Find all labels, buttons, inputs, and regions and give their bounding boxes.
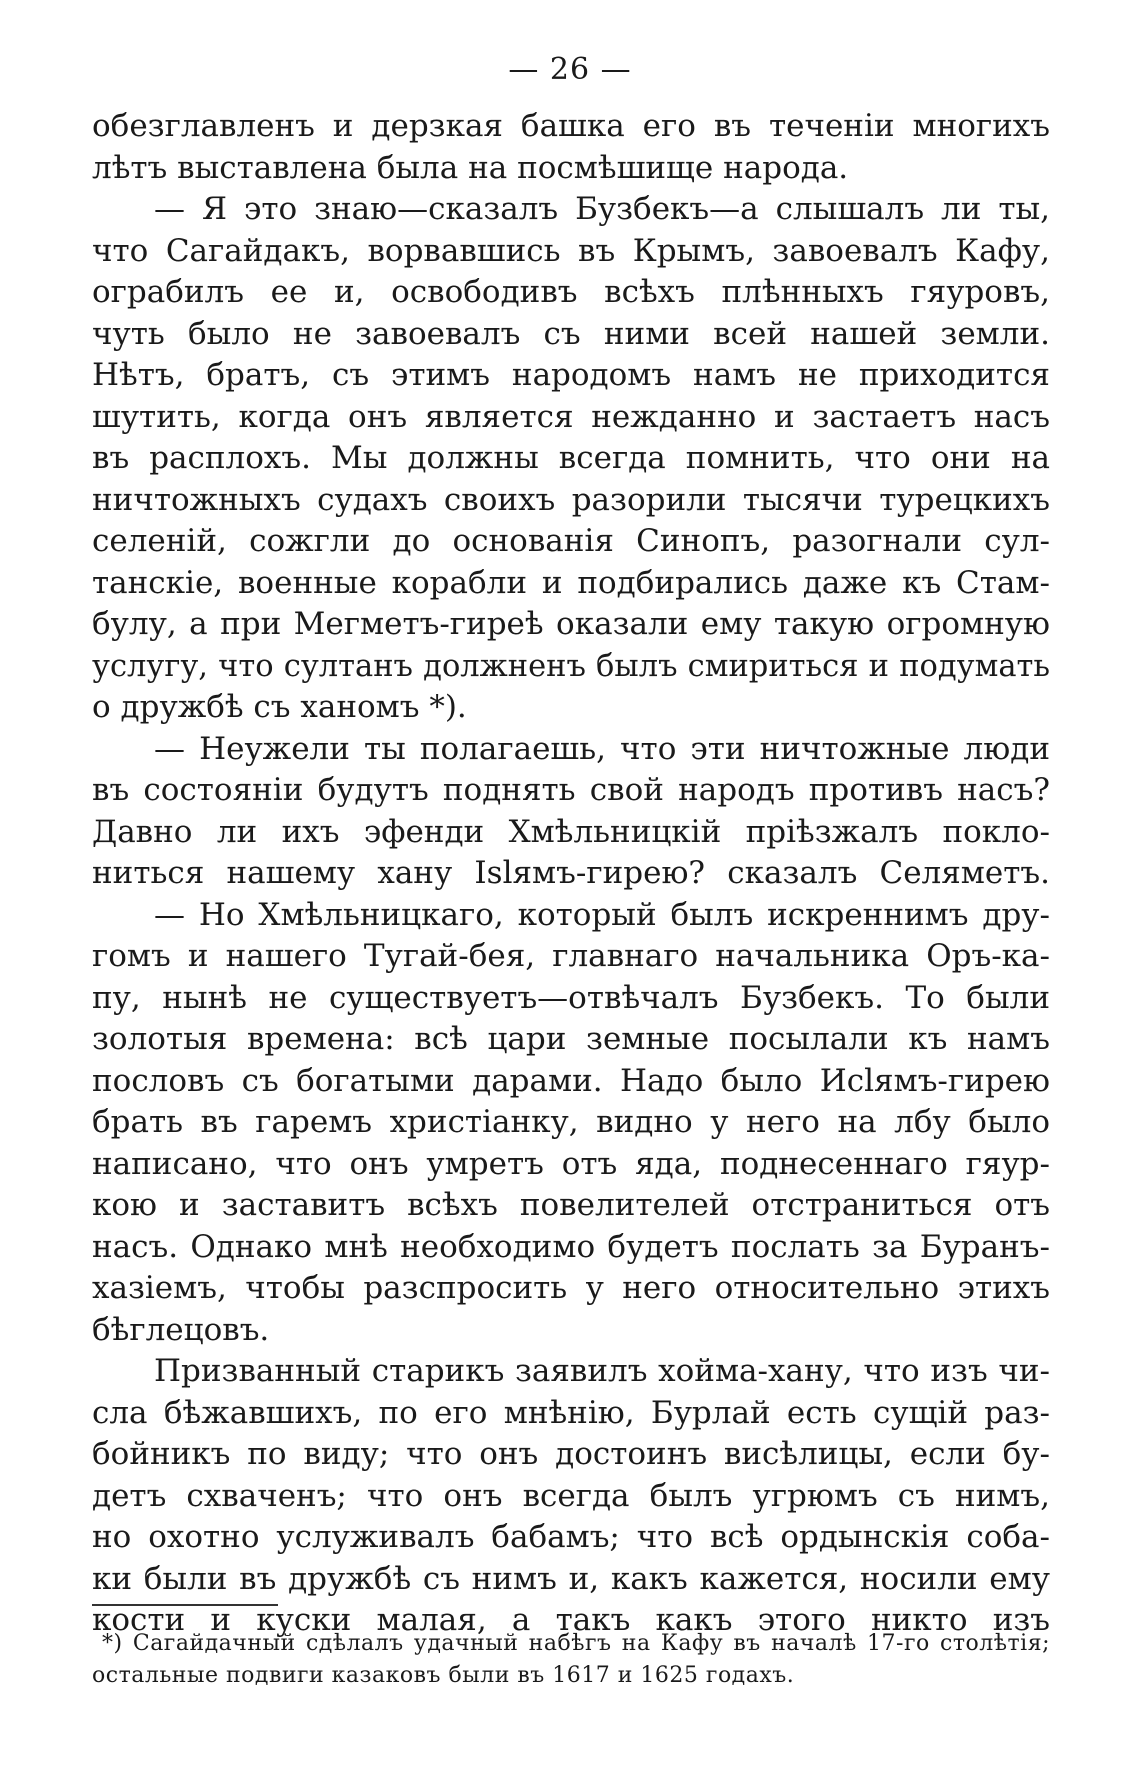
text-line: въ расплохъ. Мы должны всегда помнить, что они на: [92, 440, 1050, 476]
text-line: хазіемъ, чтобы разспросить у него относительно этихъ: [92, 1270, 1050, 1306]
footnote-line: остальные подвиги казаковъ были въ 1617 и 1625 годахъ.: [92, 1663, 795, 1688]
text-line: селеній, сожгли до основанія Синопъ, разогнали сул-: [92, 523, 1050, 559]
text-line: Призванный старикъ заявилъ хойма-хану, что изъ чи-: [154, 1353, 1050, 1389]
text-line: написано, что онъ умретъ отъ яда, поднесеннаго гяур-: [92, 1145, 1050, 1182]
text-line: что Сагайдакъ, ворвавшись въ Крымъ, завоевалъ Кафу,: [92, 232, 1050, 269]
text-line: лѣтъ выставлена была на посмѣшище народа.: [92, 149, 849, 186]
text-line: сла бѣжавшихъ, по его мнѣнію, Бурлай есть сущій раз-: [92, 1394, 1050, 1431]
text-line: ограбилъ ее и, освободивъ всѣхъ плѣнныхъ гяуровъ,: [92, 274, 1050, 310]
text-line: въ состояніи будутъ поднять свой народъ противъ насъ?: [92, 772, 1050, 808]
text-line: обезглавленъ и дерзкая башка его въ теченіи многихъ: [92, 108, 1050, 144]
text-line: услугу, что султанъ должненъ былъ смириться и подумать: [92, 648, 1050, 684]
text-line: пословъ съ богатыми дарами. Надо было Исlямъ-гирею: [92, 1062, 1050, 1099]
text-line: пу, нынѣ не существуетъ—отвѣчалъ Бузбекъ. То были: [92, 979, 1050, 1016]
text-line: гомъ и нашего Тугай-бея, главнаго начальника Оръ-ка-: [92, 938, 1050, 974]
text-line: чуть было не завоевалъ съ ними всей нашей земли.: [92, 315, 1050, 352]
text-line: детъ схваченъ; что онъ всегда былъ угрюмъ съ нимъ,: [92, 1477, 1050, 1514]
text-line: ничтожныхъ судахъ своихъ разорили тысячи турецкихъ: [92, 481, 1050, 518]
text-line: булу, а при Мегметъ-гиреѣ оказали ему такую огромную: [92, 606, 1050, 642]
footnote-divider: [92, 1604, 278, 1606]
footnote-line: *) Сагайдачный сдѣлалъ удачный набѣгъ на Кафу въ началѣ 17-го столѣтія;: [102, 1631, 1050, 1656]
text-line: танскіе, военные корабли и подбирались даже къ Стам-: [92, 564, 1050, 601]
text-line: брать въ гаремъ христіанку, видно у него на лбу было: [92, 1104, 1050, 1140]
text-line: о дружбѣ съ ханомъ *).: [92, 689, 467, 725]
text-line: Нѣтъ, братъ, съ этимъ народомъ намъ не приходится: [92, 357, 1050, 393]
text-line: — Но Хмѣльницкаго, который былъ искреннимъ дру-: [154, 896, 1050, 933]
text-line: шутить, когда онъ является нежданно и застаетъ насъ: [92, 398, 1050, 435]
text-line: кою и заставитъ всѣхъ повелителей отстраниться отъ: [92, 1187, 1050, 1223]
text-line: Давно ли ихъ эфенди Хмѣльницкій пріѣзжалъ поклo-: [92, 813, 1050, 850]
text-line: насъ. Однако мнѣ необходимо будетъ послать за Буранъ-: [92, 1228, 1050, 1265]
footnote: [92, 1628, 1050, 1692]
text-line: — Я это знаю—сказалъ Бузбекъ—а слышалъ ли ты,: [154, 191, 1050, 227]
text-line: но охотно услуживалъ бабамъ; что всѣ ордынскія соба-: [92, 1519, 1050, 1555]
text-line: — Неужели ты полагаешь, что эти ничтожные люди: [154, 730, 1050, 767]
text-line: ки были въ дружбѣ съ нимъ и, какъ кажется, носили ему: [92, 1560, 1050, 1597]
text-line: ниться нашему хану Islямъ-гирею? сказалъ Селяметъ.: [92, 855, 1050, 891]
text-line: кости и куски малая, а такъ какъ этого никто изъ: [92, 1602, 1050, 1638]
body-text: [92, 106, 1050, 1642]
page-number: — 26 —: [508, 52, 632, 87]
text-line: бойникъ по виду; что онъ достоинъ висѣлицы, если бу-: [92, 1436, 1050, 1472]
text-line: бѣглецовъ.: [92, 1311, 270, 1348]
text-line: золотыя времена: всѣ цари земные посылали къ намъ: [92, 1021, 1050, 1057]
